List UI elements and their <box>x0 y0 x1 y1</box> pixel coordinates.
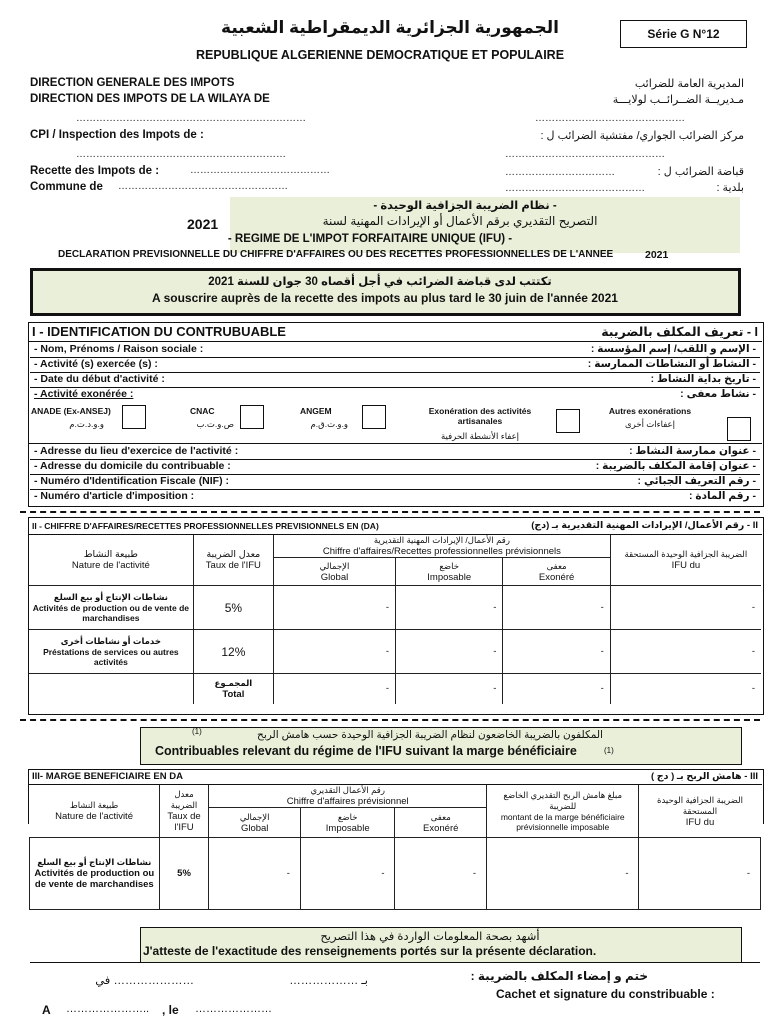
cpi-ar: مركز الضرائب الجواري/ مفتشية الضرائب ل : <box>540 130 744 142</box>
sign-label-fr: Cachet et signature du constribuable : <box>496 987 715 1001</box>
sign-le-dots[interactable]: ………………… <box>195 1003 272 1015</box>
ca-row-services <box>29 630 761 674</box>
mg-h-ca-fr: Chiffre d'affaires prévisionnel <box>286 796 409 807</box>
cpi-fr: CPI / Inspection des Impots de : <box>30 129 204 141</box>
mg-h-nature-ar: طبيعة النشاط <box>69 800 119 810</box>
ca-total-imposable[interactable]: - <box>396 674 503 704</box>
mg-row-exonere[interactable]: - <box>395 838 487 910</box>
marge-banner-fr: Contribuables relevant du régime de l'IFU suivant la marge bénéficiaire <box>155 744 577 758</box>
mg-h-global <box>209 808 301 838</box>
id-row-adresse-domicile <box>30 460 760 475</box>
checkbox-anade[interactable] <box>122 405 146 429</box>
ca-h-global-ar: الإجمالي <box>319 560 350 571</box>
dots-wilaya-right: ……………………………………… <box>535 113 685 124</box>
ca-row-services-fr: Préstations de services ou autres activités <box>43 647 179 667</box>
mg-h-imposable <box>300 808 395 838</box>
exo-anade-ar: و.و.د.ت.م <box>69 419 104 429</box>
id-row-activite-fr: - Activité (s) exercée (s) : <box>34 358 158 370</box>
dgi-ar: المديرية العامة للضرائب <box>634 78 744 90</box>
mg-h-nature <box>30 785 160 838</box>
exo-cnac-ar: ص.و.ت.ب <box>196 419 234 429</box>
mg-h-marge-ar: مبلغ هامش الربح التقديري الخاضع للضريبة <box>503 790 623 811</box>
mg-h-ifu <box>639 785 761 838</box>
ca-row-services-imposable[interactable]: - <box>396 630 503 674</box>
recette-fr-dots: …………………………………… <box>190 165 330 176</box>
mg-row-production <box>30 838 761 910</box>
exo-autres-fr: Autres exonérations <box>608 406 692 416</box>
mg-h-taux-fr: Taux de l'IFU <box>167 811 201 833</box>
ca-row-services-nature <box>29 630 193 674</box>
ca-h-ifu <box>610 535 761 586</box>
checkbox-autres[interactable] <box>727 417 751 441</box>
deadline-fr: A souscrire auprès de la recette des impots au plus tard le 30 juin de l'année 2021 <box>152 291 618 305</box>
checkbox-artisan[interactable] <box>556 409 580 433</box>
ca-row-production-fr: Activités de production ou de vente de marchandises <box>32 603 190 623</box>
sign-label-ar: ختم و إمضاء المكلف بالضريبة : <box>470 969 648 983</box>
ca-row-production <box>29 586 761 630</box>
id-row-adresse-domicile-fr: - Adresse du domicile du contribuable : <box>34 460 231 472</box>
mg-h-taux <box>159 785 209 838</box>
mg-row-marge[interactable]: - <box>486 838 639 910</box>
exo-angem-ar: و.و.ت.ق.م <box>310 419 348 429</box>
mg-row-global[interactable]: - <box>209 838 301 910</box>
recette-fr: Recette des Impots de : <box>30 165 160 177</box>
regime-ar2: التصريح التقديري برقم الأعمال أو الإيرادات المهنية لسنة <box>322 214 598 228</box>
commune-ar-dots: …………………………………… <box>505 183 645 194</box>
mg-h-imposable-fr: Imposable <box>325 822 370 834</box>
deadline-ar: تكتتب لدى قباضة الضرائب في أجل أقصاه 30 جوان للسنة 2021 <box>208 276 552 288</box>
ca-h-imposable <box>396 558 503 586</box>
id-row-article-fr: - Numéro d'article d'imposition : <box>34 490 195 502</box>
marge-banner-sup: (1) <box>192 727 202 736</box>
recette-ar: قباضة الضرائب ل : <box>657 166 744 178</box>
ca-h-ca-fr: Chiffre d'affaires/Recettes professionnelles prévisionnels <box>322 546 561 557</box>
ca-h-nature <box>29 535 193 586</box>
ca-table <box>29 535 761 704</box>
serie-label: Série G N°12 <box>620 20 747 48</box>
exo-artisan-ar: إعفاء الأنشطة الحرفية <box>440 431 520 441</box>
id-row-nif-ar: - رقم التعريف الجبائي : <box>637 475 756 487</box>
section3-title-ar: III - هامش الربح بـ ( دج ) <box>650 771 758 782</box>
checkbox-cnac[interactable] <box>240 405 264 429</box>
french-title: REPUBLIQUE ALGERIENNE DEMOCRATIQUE ET POPULAIRE <box>195 48 565 62</box>
ca-row-total-label <box>193 674 273 704</box>
id-row-article-ar: - رقم المادة : <box>688 490 756 502</box>
dgi-fr: DIRECTION GENERALE DES IMPOTS <box>30 77 235 89</box>
exo-autres-ar: إعفاءات أخرى <box>624 419 675 429</box>
diw-fr: DIRECTION DES IMPOTS DE LA WILAYA DE <box>30 93 270 105</box>
exo-divider <box>28 443 762 444</box>
section3-title-fr: III- MARGE BENEFICIAIRE EN DA <box>32 771 183 782</box>
regime-year2: 2021 <box>645 249 669 261</box>
attest-fr: J'atteste de l'exactitude des renseignements portés sur la présente déclaration. <box>143 944 597 958</box>
mg-h-taux-ar: معدل الضريبة <box>170 789 198 810</box>
ca-h-nature-fr: Nature de l'activité <box>71 560 150 571</box>
ca-h-taux <box>193 535 273 586</box>
ca-h-ca-ar: رقم الأعمال/ الإيرادات المهنية التقديرية <box>373 535 510 545</box>
mg-h-global-fr: Global <box>240 822 269 834</box>
ca-h-exonere-ar: معفى <box>546 560 567 571</box>
mg-h-exonere <box>395 808 487 838</box>
id-row-name-fr: - Nom, Prénoms / Raison sociale : <box>34 343 204 355</box>
mg-row-ifu[interactable]: - <box>639 838 761 910</box>
id-row-exoneree-fr: - Activité exonérée : <box>34 388 134 400</box>
mg-row-taux: 5% <box>159 838 209 910</box>
ca-total-global[interactable]: - <box>274 674 396 704</box>
checkbox-angem[interactable] <box>362 405 386 429</box>
id-row-activite-ar: - النشاط أو النشاطات الممارسة : <box>587 358 756 370</box>
ca-row-production-taux: 5% <box>193 586 273 630</box>
dots-cpi-left: ……………………………………………………… <box>76 149 286 160</box>
dots-wilaya-left: …………………………………………………………… <box>76 113 306 124</box>
attest-ar: أشهد بصحة المعلومات الواردة في هذا التصريح <box>320 931 540 943</box>
ca-row-services-global[interactable]: - <box>274 630 396 674</box>
ca-h-ifu-ar: الضريبة الجزافية الوحيدة المستحقة <box>624 549 748 559</box>
section1-title-ar: I - تعريف المكلف بالضريبة <box>601 325 758 339</box>
id-row-nif-fr: - Numéro d'Identification Fiscale (NIF) : <box>34 475 230 487</box>
id-row-name <box>30 343 760 358</box>
ca-total-fr: Total <box>222 688 245 700</box>
ca-h-global-fr: Global <box>320 571 349 583</box>
ca-total-ifu[interactable]: - <box>610 674 761 704</box>
ca-h-taux-ar: معدل الضريبة <box>206 549 261 560</box>
mg-h-ifu-ar: الضريبة الجزافية الوحيدة المستحقة <box>657 794 743 816</box>
mg-h-ca <box>209 785 487 808</box>
marge-banner-ar: المكلفون بالضريبة الخاضعون لنظام الضريبة الجزافية الوحيدة حسب هامش الربح <box>257 729 603 741</box>
ca-h-ca <box>274 535 611 558</box>
mg-h-global-ar: الإجمالي <box>239 811 270 822</box>
ca-row-production-global[interactable]: - <box>274 586 396 630</box>
sign-le-label: , le <box>162 1003 179 1017</box>
id-row-adresse-exercice <box>30 445 760 460</box>
mg-h-exonere-fr: Exonéré <box>423 822 459 834</box>
id-row-exoneree <box>30 388 760 402</box>
mg-h-marge <box>486 785 639 838</box>
id-row-name-ar: - الإسم و اللقب/ إسم المؤسسة : <box>590 343 756 355</box>
ca-row-production-exonere[interactable]: - <box>503 586 610 630</box>
id-row-adresse-domicile-ar: - عنوان إقامة المكلف بالضريبة : <box>595 460 756 472</box>
regime-fr1: - REGIME DE L'IMPOT FORFAITAIRE UNIQUE (IFU) - <box>227 233 513 245</box>
ca-row-services-ifu[interactable]: - <box>610 630 761 674</box>
ca-row-services-taux: 12% <box>193 630 273 674</box>
marge-table <box>29 785 761 910</box>
mg-h-marge-fr: montant de la marge bénéficiaire prévisionnelle imposable <box>500 812 625 832</box>
sign-place-ar[interactable]: ………………… في <box>95 975 194 987</box>
mg-h-imposable-ar: خاضع <box>337 811 358 822</box>
id-row-date-fr: - Date du début d'activité : <box>34 373 165 385</box>
mg-h-ca-ar: رقم الأعمال التقديري <box>310 785 385 795</box>
ca-h-exonere-fr: Exonéré <box>538 571 575 583</box>
commune-fr-dots: …………………………………………… <box>118 181 288 192</box>
ca-row-total-blank <box>29 674 193 704</box>
id-row-nif <box>30 475 760 490</box>
ca-row-total <box>29 674 761 704</box>
mg-h-exonere-ar: معفى <box>430 811 451 822</box>
ca-h-imposable-ar: خاضع <box>439 560 459 571</box>
ca-row-production-ar: نشاطات الإنتاج أو بيع السلع <box>53 592 168 602</box>
section2-title-ar: II - رقم الأعمال/ الإيرادات المهنية التقديرية بـ (دج) <box>531 520 758 531</box>
regime-year: 2021 <box>187 216 219 232</box>
ca-h-taux-fr: Taux de l'IFU <box>205 560 261 571</box>
ca-h-imposable-fr: Imposable <box>427 571 472 583</box>
exo-artisan-fr: Exonération des activités artisanales <box>428 406 532 426</box>
mg-row-imposable[interactable]: - <box>300 838 395 910</box>
ca-h-global <box>274 558 396 586</box>
dashed-separator-1 <box>20 511 760 513</box>
ca-h-exonere <box>503 558 610 586</box>
ca-total-ar: المجمـوع <box>214 677 253 688</box>
regime-ar1: - نظام الضريبة الجزافية الوحيدة - <box>373 200 557 212</box>
section1-title-rule <box>28 341 762 342</box>
regime-fr2: DECLARATION PREVISIONNELLE DU CHIFFRE D'AFFAIRES OU DES RECETTES PROFESSIONNELLES DE L'ANNEE <box>58 249 614 260</box>
section1-title-fr: I - IDENTIFICATION DU CONTRUBUABLE <box>32 324 286 339</box>
sign-a-dots[interactable]: ………………….. <box>66 1003 150 1015</box>
id-row-date-ar: - تاريخ بداية النشاط : <box>650 373 756 385</box>
sign-date-ar[interactable]: بـ ……………… <box>289 975 368 987</box>
ca-total-exonere[interactable]: - <box>503 674 610 704</box>
id-row-date <box>30 373 760 388</box>
diw-ar: مـديريــة الضــرائــب لولايـــة <box>612 94 744 106</box>
commune-fr: Commune de <box>30 181 103 193</box>
ca-row-production-imposable[interactable]: - <box>396 586 503 630</box>
mg-h-ifu-fr: IFU du <box>685 816 715 828</box>
id-row-exoneree-ar: - نشاط معفى : <box>680 388 756 400</box>
recette-ar-dots: …………………………… <box>505 167 615 178</box>
ca-h-nature-ar: طبيعة النشاط <box>83 549 138 560</box>
section2-title-fr: II - CHIFFRE D'AFFAIRES/RECETTES PROFESSIONNELLES PREVISIONNELS EN (DA) <box>32 521 379 531</box>
exo-cnac-fr: CNAC <box>190 406 215 416</box>
id-row-article <box>30 490 760 504</box>
id-row-activite <box>30 358 760 373</box>
id-row-adresse-exercice-ar: - عنوان ممارسة النشاط : <box>629 445 756 457</box>
mg-row-fr: Activités de production ou de vente de marchandises <box>34 868 155 890</box>
mg-row-nature <box>30 838 160 910</box>
attest-underline <box>30 962 760 963</box>
ca-h-ifu-fr: IFU du <box>671 560 701 571</box>
ca-row-services-ar: خدمات أو نشاطات أخرى <box>60 636 161 646</box>
exo-angem-fr: ANGEM <box>300 406 332 416</box>
sign-a-label: A <box>42 1003 51 1017</box>
marge-banner-sup2: (1) <box>604 746 614 755</box>
exo-anade-fr: ANADE (Ex-ANSEJ) <box>31 406 111 416</box>
arabic-title: الجمهورية الجزائرية الديمقراطية الشعبية <box>221 18 559 37</box>
dots-cpi-right: ………………………………………… <box>505 149 665 160</box>
commune-ar: بلدية : <box>716 182 744 194</box>
ca-row-production-nature <box>29 586 193 630</box>
id-row-adresse-exercice-fr: - Adresse du lieu d'exercice de l'activité : <box>34 445 239 457</box>
dashed-separator-2 <box>20 719 760 721</box>
ca-row-services-exonere[interactable]: - <box>503 630 610 674</box>
mg-row-ar: نشاطات الإنتاج أو بيع السلع <box>37 857 152 867</box>
mg-h-nature-fr: Nature de l'activité <box>55 811 133 822</box>
ca-row-production-ifu[interactable]: - <box>610 586 761 630</box>
